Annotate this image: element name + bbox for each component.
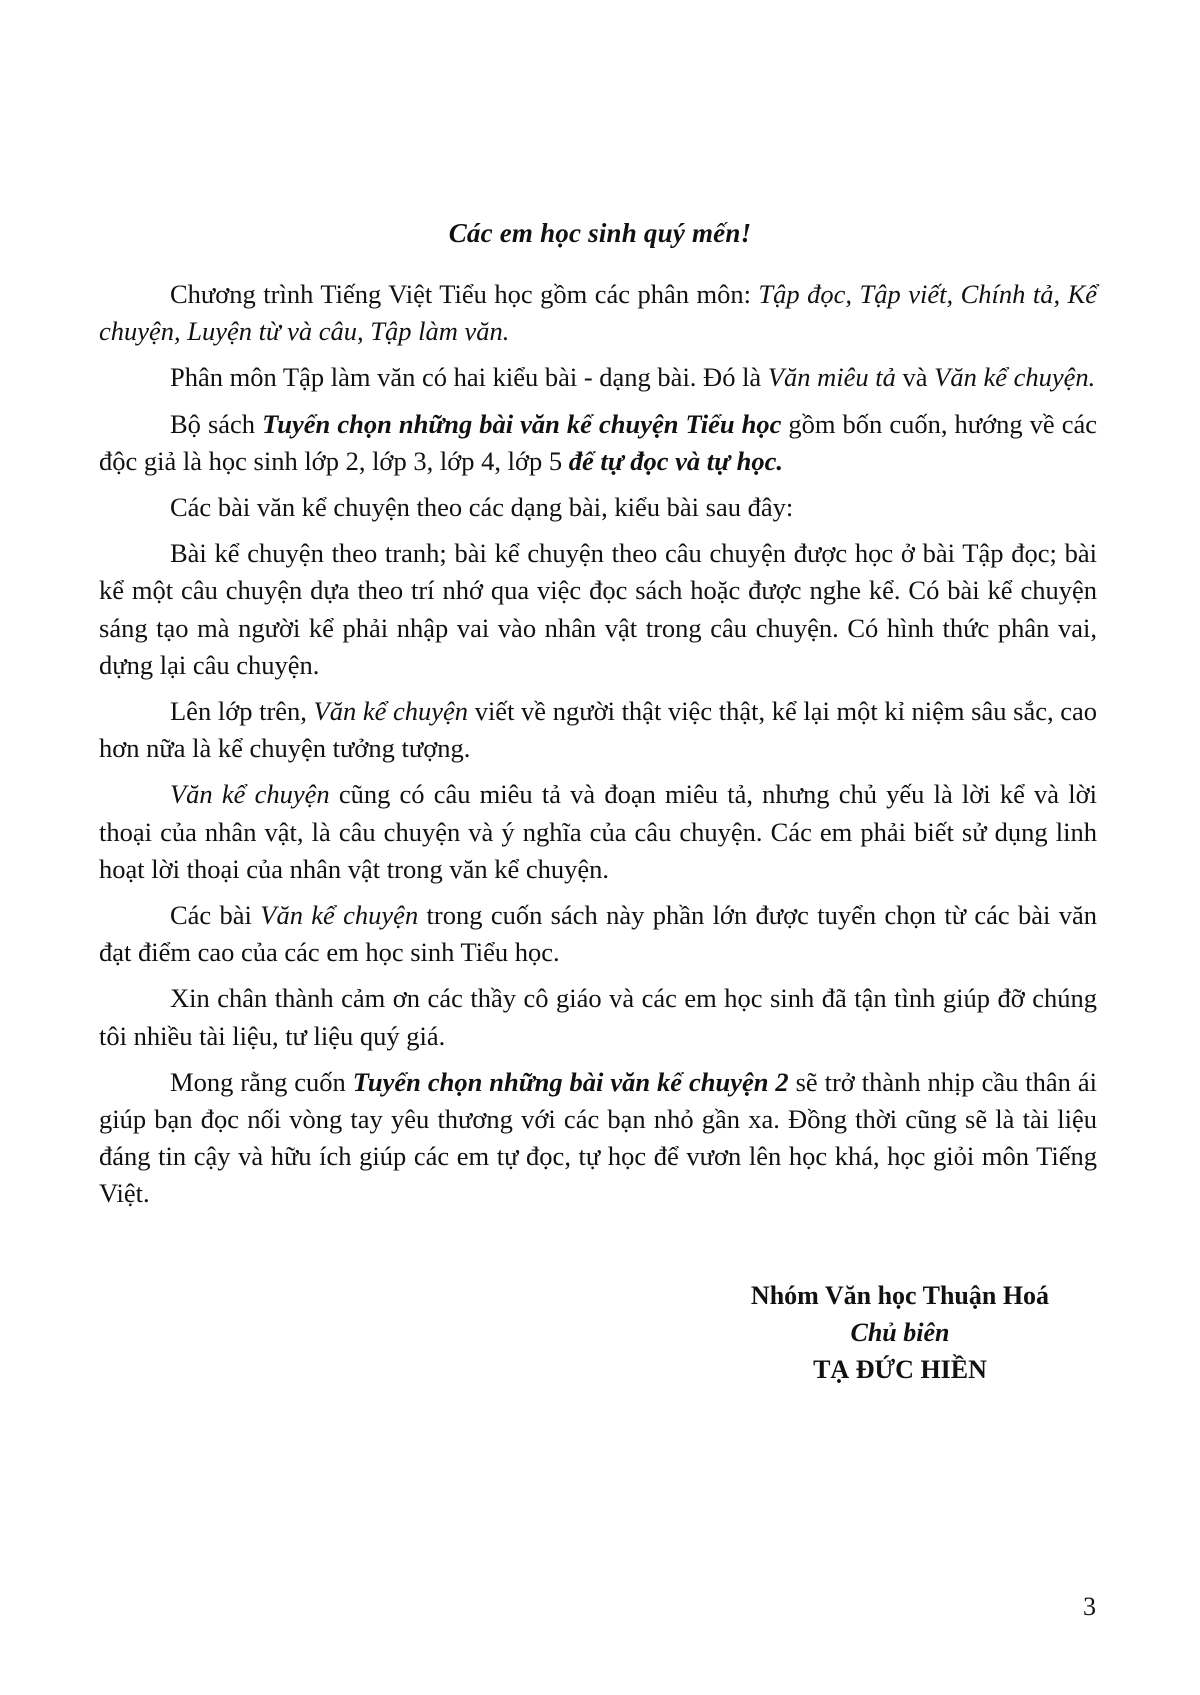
term-narrative: Văn kể chuyện xyxy=(260,900,419,931)
paragraph-subjects: Chương trình Tiếng Việt Tiểu học gồm các phân môn: Tập đọc, Tập viết, Chính tả, Kể chuyện, Luyện từ và câu, Tập làm văn. xyxy=(99,279,1098,347)
term-narrative: Văn kể chuyện xyxy=(170,779,330,810)
page-number: 3 xyxy=(1083,1592,1096,1621)
paragraph-hope: Mong rằng cuốn Tuyển chọn những bài văn kể chuyện 2 sẽ trở thành nhịp cầu thân ái giúp bạn đọc nối vòng tay yêu thương với các bạn nhỏ gần xa. Đồng thời cũng sẽ là tài liệu đáng tin cậy và hữu ích giúp các em tự đọc, tự học để vươn lên học khá, học giỏi môn Tiếng Việt. xyxy=(99,1066,1097,1209)
signature-name: TẠ ĐỨC HIỀN xyxy=(813,1355,987,1384)
signature-organization: Nhóm Văn học Thuận Hoá xyxy=(750,1281,1050,1310)
subject-list: Tập đọc, Tập viết, Chính tả, Kể chuyện, Luyện từ và câu, Tập làm văn. xyxy=(99,279,1098,347)
paragraph-thanks: Xin chân thành cảm ơn các thầy cô giáo và các em học sinh đã tận tình giúp đỡ chúng tôi nhiều tài liệu, tư liệu quý giá. xyxy=(99,983,1097,1051)
paragraph-essay-forms: Bài kể chuyện theo tranh; bài kể chuyện theo câu chuyện được học ở bài Tập đọc; bài kể một câu chuyện dựa theo trí nhớ qua việc đọc sách hoặc được nghe kể. Có bài kể chuyện sáng tạo mà người kể phải nhập vai vào nhân vật trong câu chuyện. Có hình thức phân vai, dựng lại câu chuyện. xyxy=(99,538,1097,680)
paragraph-essay-forms-intro: Các bài văn kể chuyện theo các dạng bài, kiểu bài sau đây: xyxy=(170,492,794,523)
paragraph-essay-types: Phân môn Tập làm văn có hai kiểu bài - dạng bài. Đó là Văn miêu tả và Văn kể chuyện. xyxy=(170,362,1096,393)
paragraph-book-series: Bộ sách Tuyển chọn những bài văn kể chuyện Tiểu học gồm bốn cuốn, hướng về các độc giả là học sinh lớp 2, lớp 3, lớp 4, lớp 5 để tự đọc và tự học. xyxy=(99,408,1097,476)
self-study-phrase: để tự đọc và tự học. xyxy=(568,445,783,476)
greeting-heading: Các em học sinh quý mến! xyxy=(448,218,752,248)
paragraph-selection-source: Các bài Văn kể chuyện trong cuốn sách này phần lớn được tuyển chọn từ các bài văn đạt điểm cao của các em học sinh Tiểu học. xyxy=(99,900,1098,968)
book-title: Tuyển chọn những bài văn kể chuyện 2 xyxy=(352,1066,789,1097)
preface-body xyxy=(99,276,1097,1222)
paragraph-upper-grades: Lên lớp trên, Văn kể chuyện viết về người thật việc thật, kể lại một kỉ niệm sâu sắc, cao hơn nữa là kể chuyện tưởng tượng. xyxy=(99,696,1098,764)
signature-block xyxy=(730,1277,1070,1388)
signature-role: Chủ biên xyxy=(850,1318,950,1347)
term-narrative: Văn kể chuyện. xyxy=(934,362,1096,393)
book-series-title: Tuyển chọn những bài văn kể chuyện Tiểu học xyxy=(262,408,782,439)
term-descriptive: Văn miêu tả xyxy=(767,362,896,393)
paragraph-narrative-features: Văn kể chuyện cũng có câu miêu tả và đoạn miêu tả, nhưng chủ yếu là lời kể và lời thoại của nhân vật, là câu chuyện và ý nghĩa của câu chuyện. Các em phải biết sử dụng linh hoạt lời thoại của nhân vật trong văn kể chuyện. xyxy=(99,779,1097,884)
term-narrative: Văn kể chuyện xyxy=(313,696,469,727)
